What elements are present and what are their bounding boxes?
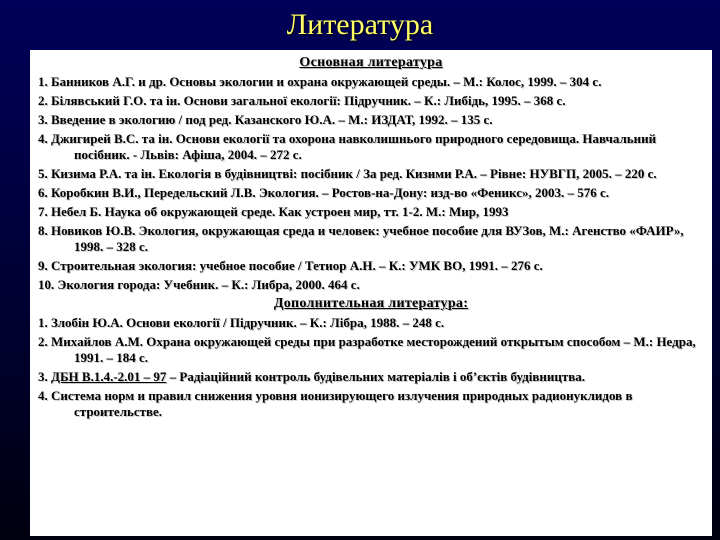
list-item-prefix: 3. [38, 369, 51, 384]
list-item: 1. Злобін Ю.А. Основи екології / Підручник. – К.: Лібра, 1988. – 248 с. [38, 315, 445, 330]
list-item: 2. Білявський Г.О. та ін. Основи загальної екології: Підручник. – К.: Либідь, 1995. – 368 с. [38, 93, 566, 108]
list-item: 5. Кизима Р.А. та ін. Екологія в будівництві: посібник / За ред. Кизими Р.А. – Рівне: НУВГП, 2005. – 220 с. [38, 166, 657, 181]
standard-code-link: ДБН В.1.4.-2.01 – 97 [51, 369, 167, 384]
list-item: 6. Коробкин В.И., Передельский Л.В. Экология. – Ростов-на-Дону: изд-во «Феникс», 2003. – 576 с. [38, 185, 609, 200]
list-item: 10. Экология города: Учебник. – К.: Либра, 2000. 464 с. [38, 277, 360, 292]
list-item-rest: – Радіаційний контроль будівельних матеріалів і об’єктів будівництва. [166, 369, 586, 384]
additional-literature-list [38, 315, 704, 420]
list-item: 3. Введение в экологию / под ред. Казанского Ю.А. – М.: ИЗДАТ, 1992. – 135 с. [38, 112, 493, 127]
main-literature-heading: Основная литература [299, 55, 443, 70]
list-item: 1. Банников А.Г. и др. Основы экологии и охрана окружающей среды. – М.: Колос, 1999. – 304 с. [38, 74, 602, 89]
additional-literature-heading: Дополнительная литература: [273, 296, 469, 311]
list-item: 4. Джигирей В.С. та ін. Основи екології та охорона навколишнього природного середовища. Навчальний посібник. - Львів: Афіша, 2004. – 272 с. [38, 131, 657, 162]
content-panel [30, 50, 712, 536]
list-item: 2. Михайлов А.М. Охрана окружающей среды при разработке месторождений открытым способом – М.: Недра, 1991. – 184 с. [38, 334, 696, 365]
list-item: 7. Небел Б. Наука об окружающей среде. Как устроен мир, тт. 1-2. М.: Мир, 1993 [38, 204, 509, 219]
main-literature-list [38, 74, 704, 293]
list-item [38, 369, 704, 385]
list-item: 4. Система норм и правил снижения уровня ионизирующего излучения природных радионуклидов в строительстве. [38, 388, 633, 419]
slide-title: Литература [286, 8, 434, 41]
list-item: 9. Строительная экология: учебное пособие / Тетиор А.Н. – К.: УМК ВО, 1991. – 276 с. [38, 258, 543, 273]
list-item: 8. Новиков Ю.В. Экология, окружающая среда и человек: учебное пособие для ВУЗов, М.: Агенство «ФАИР», 1998. – 328 с. [38, 223, 684, 254]
